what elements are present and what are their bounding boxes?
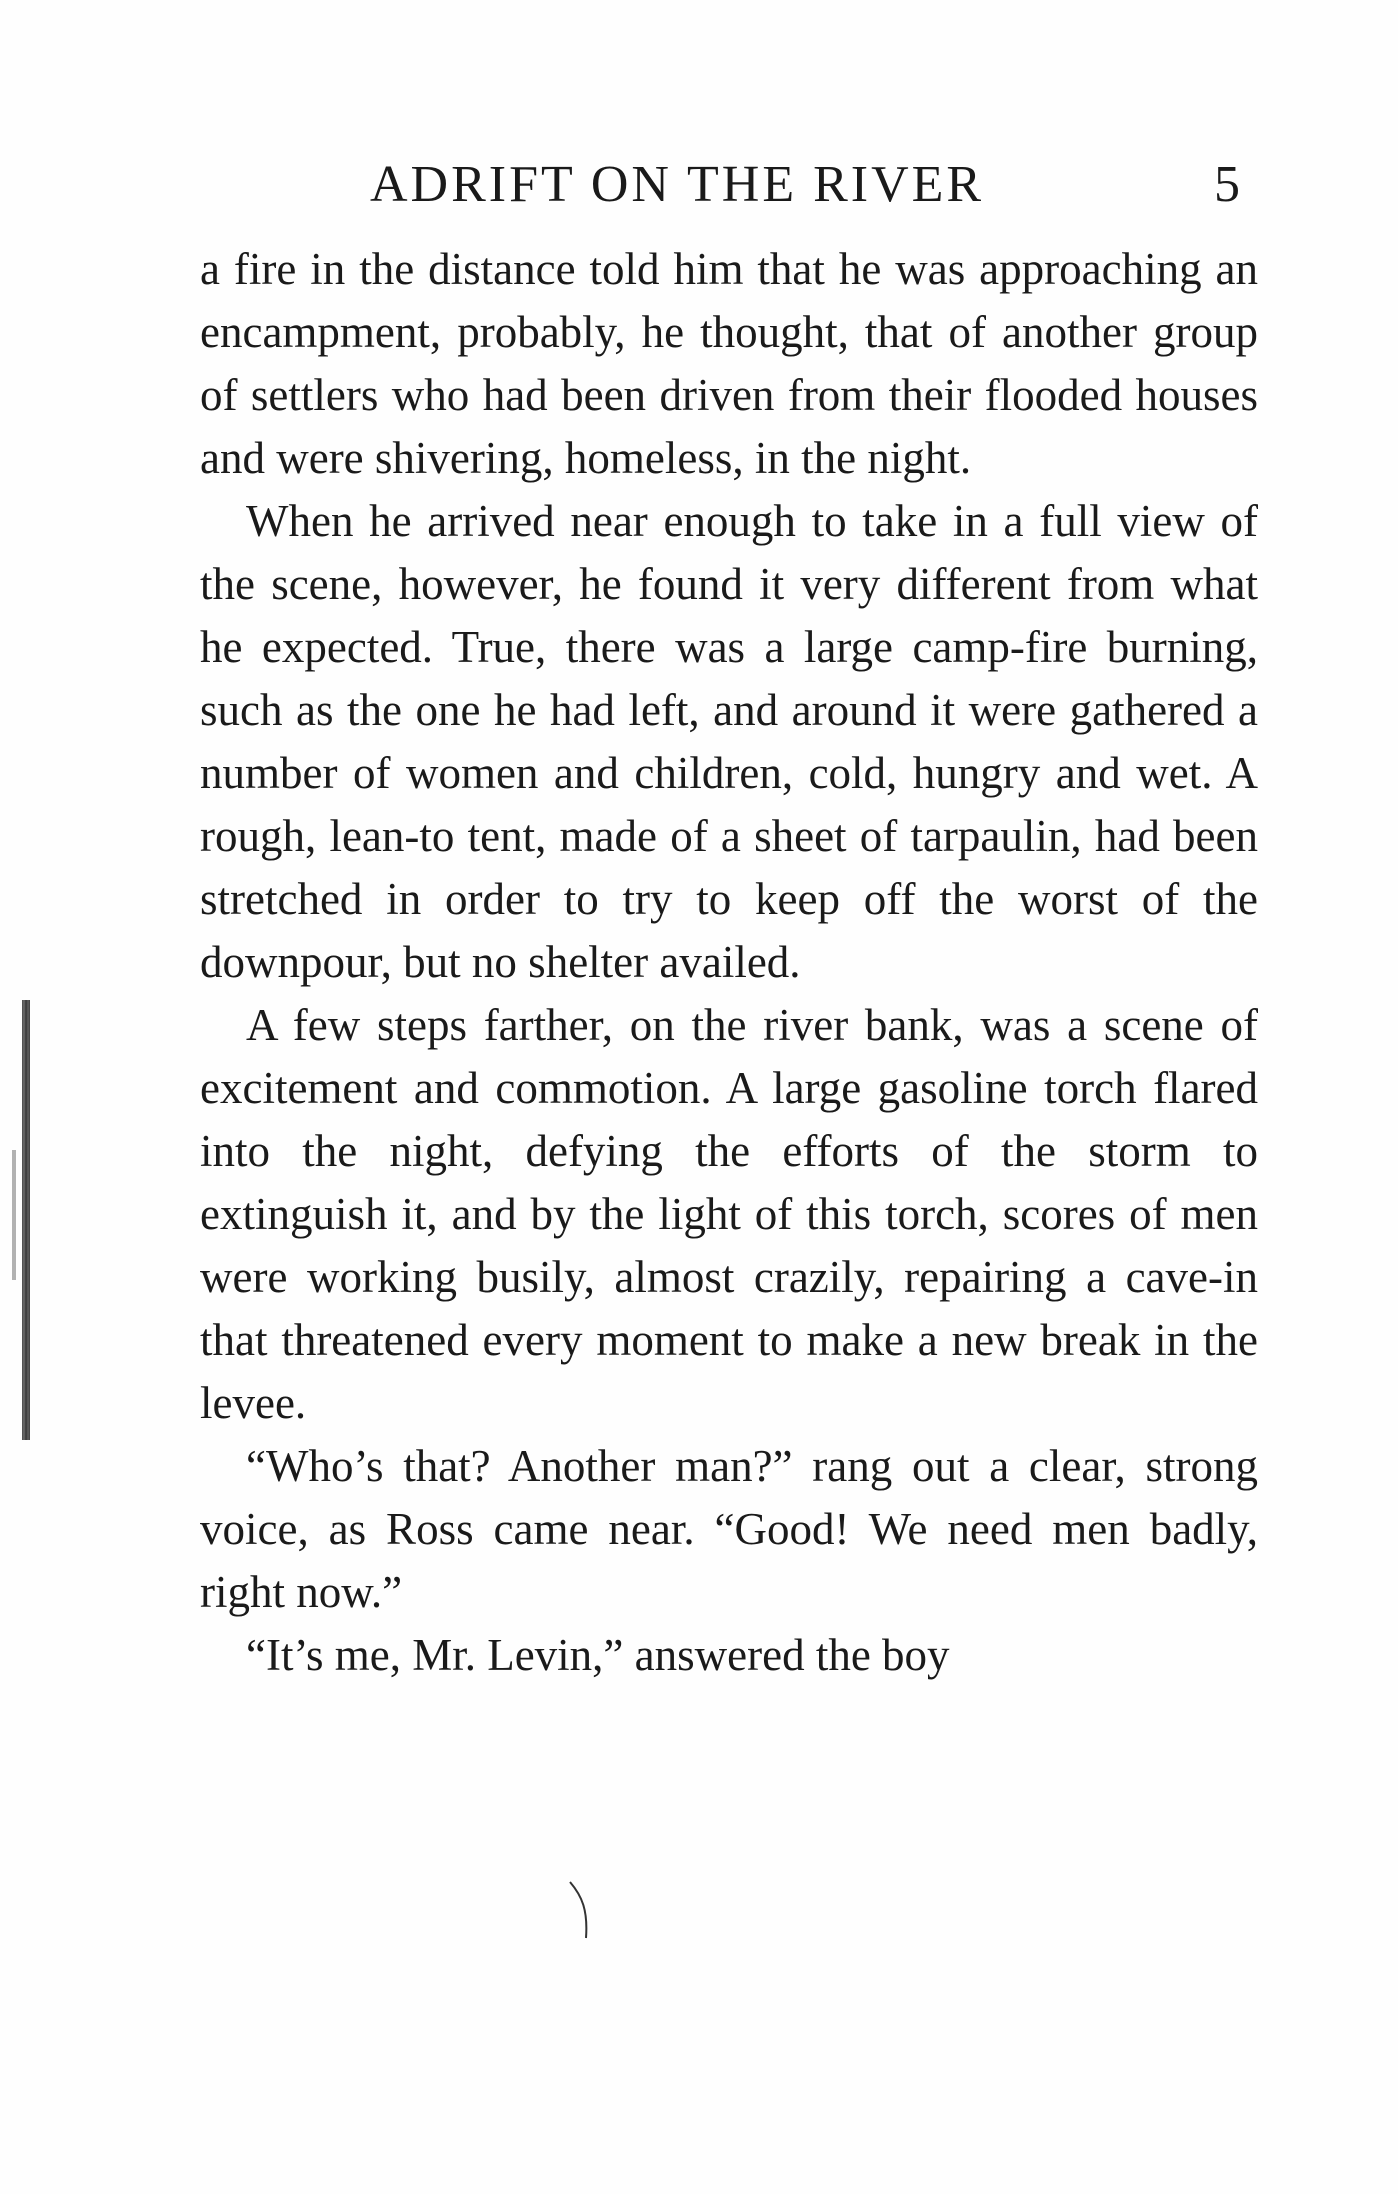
paragraph-continued: a fire in the distance told him that he was approaching an encampment, probably, he thought, that of another group of settlers who had been driven from their flooded houses and were shivering, homeless, in the night. [200, 244, 1258, 483]
body-text [200, 238, 1258, 1687]
paragraph-last: “It’s me, Mr. Levin,” answered the boy [246, 1630, 950, 1680]
binding-edge-shadow [22, 1000, 30, 1440]
paragraph: A few steps farther, on the river bank, was a scene of excitement and commotion. A large gasoline torch flared into the night, defying the efforts of the storm to extinguish it, and by the light of this torch, scores of men were working busily, almost crazily, repairing a cave-in that threatened every moment to make a new break in the levee. [200, 1000, 1258, 1428]
running-head [200, 150, 1260, 220]
binding-edge-speck [12, 1150, 16, 1280]
running-title: ADRIFT ON THE RIVER [370, 156, 985, 213]
stray-pen-mark [568, 1880, 594, 1940]
page-number: 5 [1214, 156, 1240, 213]
paragraph: When he arrived near enough to take in a full view of the scene, however, he found it very different from what he expected. True, there was a large camp-fire burning, such as the one he had left, and around it were gathered a number of women and children, cold, hungry and wet. A rough, lean-to tent, made of a sheet of tarpaulin, had been stretched in order to try to keep off the worst of the downpour, but no shelter availed. [200, 496, 1258, 987]
paragraph: “Who’s that? Another man?” rang out a clear, strong voice, as Ross came near. “Good! We need men badly, right now.” [200, 1441, 1258, 1617]
